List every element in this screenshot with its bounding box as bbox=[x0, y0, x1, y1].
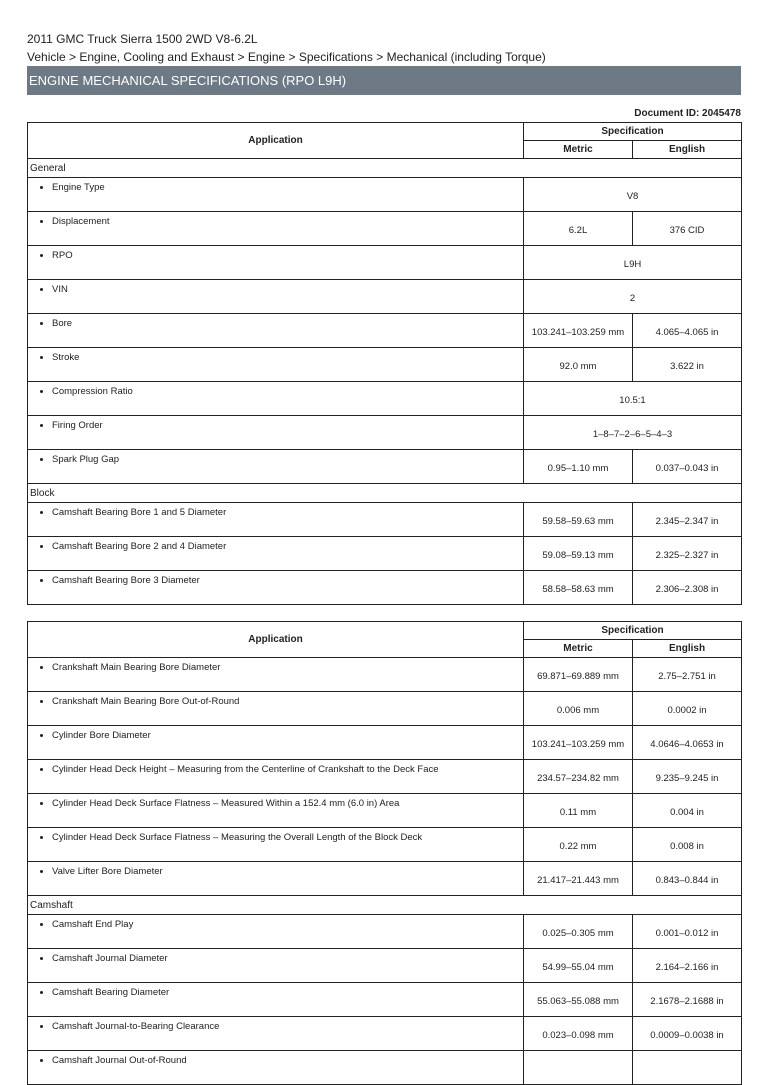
application-cell: Cylinder Head Deck Surface Flatness – Measured Within a 152.4 mm (6.0 in) Area bbox=[28, 794, 524, 828]
application-cell: Camshaft Bearing Bore 1 and 5 Diameter bbox=[28, 503, 524, 537]
english-cell: 2.306–2.308 in bbox=[633, 571, 742, 605]
application-cell: Spark Plug Gap bbox=[28, 450, 524, 484]
table-row bbox=[28, 178, 742, 212]
metric-cell: 6.2L bbox=[524, 212, 633, 246]
metric-cell: 69.871–69.889 mm bbox=[524, 658, 633, 692]
table-row bbox=[28, 280, 742, 314]
section-label: Camshaft bbox=[28, 896, 742, 915]
metric-cell: 58.58–58.63 mm bbox=[524, 571, 633, 605]
application-cell: Camshaft End Play bbox=[28, 915, 524, 949]
english-cell: 2.1678–2.1688 in bbox=[633, 983, 742, 1017]
metric-cell: 0.025–0.305 mm bbox=[524, 915, 633, 949]
application-cell: Bore bbox=[28, 314, 524, 348]
metric-cell: 21.417–21.443 mm bbox=[524, 862, 633, 896]
specification-header: Specification bbox=[524, 123, 742, 141]
table-row bbox=[28, 212, 742, 246]
english-cell: 2.164–2.166 in bbox=[633, 949, 742, 983]
metric-cell: 0.95–1.10 mm bbox=[524, 450, 633, 484]
metric-cell: 0.006 mm bbox=[524, 692, 633, 726]
english-cell bbox=[633, 1051, 742, 1085]
table-row bbox=[28, 1017, 742, 1051]
english-cell: 0.037–0.043 in bbox=[633, 450, 742, 484]
english-cell: 0.0002 in bbox=[633, 692, 742, 726]
application-cell: Camshaft Bearing Bore 3 Diameter bbox=[28, 571, 524, 605]
table-row bbox=[28, 983, 742, 1017]
metric-cell: 59.08–59.13 mm bbox=[524, 537, 633, 571]
application-cell: Cylinder Head Deck Height – Measuring from the Centerline of Crankshaft to the Deck Face bbox=[28, 760, 524, 794]
application-cell: Camshaft Journal-to-Bearing Clearance bbox=[28, 1017, 524, 1051]
table-row bbox=[28, 503, 742, 537]
table-row bbox=[28, 828, 742, 862]
table-row bbox=[28, 726, 742, 760]
table-row bbox=[28, 862, 742, 896]
application-cell: Crankshaft Main Bearing Bore Out-of-Round bbox=[28, 692, 524, 726]
section-row bbox=[28, 484, 742, 503]
metric-cell: 92.0 mm bbox=[524, 348, 633, 382]
metric-header: Metric bbox=[524, 640, 633, 658]
application-cell: Valve Lifter Bore Diameter bbox=[28, 862, 524, 896]
english-cell: 376 CID bbox=[633, 212, 742, 246]
table-row bbox=[28, 314, 742, 348]
metric-cell: 59.58–59.63 mm bbox=[524, 503, 633, 537]
application-cell: Firing Order bbox=[28, 416, 524, 450]
metric-cell: 234.57–234.82 mm bbox=[524, 760, 633, 794]
application-cell: Camshaft Bearing Diameter bbox=[28, 983, 524, 1017]
header-row bbox=[28, 622, 742, 640]
table-row bbox=[28, 692, 742, 726]
english-cell: 4.065–4.065 in bbox=[633, 314, 742, 348]
combined-spec-cell: 1–8–7–2–6–5–4–3 bbox=[524, 416, 742, 450]
table-row bbox=[28, 760, 742, 794]
application-cell: Cylinder Head Deck Surface Flatness – Measuring the Overall Length of the Block Deck bbox=[28, 828, 524, 862]
english-cell: 4.0646–4.0653 in bbox=[633, 726, 742, 760]
breadcrumb[interactable]: Vehicle > Engine, Cooling and Exhaust > Engine > Specifications > Mechanical (including Torque) bbox=[27, 50, 546, 64]
application-cell: Camshaft Journal Diameter bbox=[28, 949, 524, 983]
english-cell: 3.622 in bbox=[633, 348, 742, 382]
table-row bbox=[28, 246, 742, 280]
english-cell: 0.001–0.012 in bbox=[633, 915, 742, 949]
document-title: 2011 GMC Truck Sierra 1500 2WD V8-6.2L bbox=[27, 32, 258, 46]
application-cell: RPO bbox=[28, 246, 524, 280]
application-cell: Camshaft Bearing Bore 2 and 4 Diameter bbox=[28, 537, 524, 571]
section-row bbox=[28, 159, 742, 178]
combined-spec-cell: V8 bbox=[524, 178, 742, 212]
combined-spec-cell: 10.5:1 bbox=[524, 382, 742, 416]
english-cell: 0.004 in bbox=[633, 794, 742, 828]
table-row bbox=[28, 348, 742, 382]
english-cell: 0.843–0.844 in bbox=[633, 862, 742, 896]
application-cell: Stroke bbox=[28, 348, 524, 382]
english-cell: 2.345–2.347 in bbox=[633, 503, 742, 537]
application-cell: VIN bbox=[28, 280, 524, 314]
spec-table-block-camshaft bbox=[27, 621, 742, 1085]
section-label: General bbox=[28, 159, 742, 178]
english-cell: 9.235–9.245 in bbox=[633, 760, 742, 794]
english-cell: 0.008 in bbox=[633, 828, 742, 862]
metric-cell: 0.11 mm bbox=[524, 794, 633, 828]
table-row bbox=[28, 416, 742, 450]
section-row bbox=[28, 896, 742, 915]
application-cell: Displacement bbox=[28, 212, 524, 246]
table-row bbox=[28, 794, 742, 828]
application-cell: Camshaft Journal Out-of-Round bbox=[28, 1051, 524, 1085]
metric-cell: 55.063–55.088 mm bbox=[524, 983, 633, 1017]
header-row bbox=[28, 123, 742, 141]
table-row bbox=[28, 658, 742, 692]
table-row bbox=[28, 1051, 742, 1085]
table-row bbox=[28, 915, 742, 949]
english-cell: 2.75–2.751 in bbox=[633, 658, 742, 692]
table-row bbox=[28, 537, 742, 571]
application-cell: Crankshaft Main Bearing Bore Diameter bbox=[28, 658, 524, 692]
section-label: Block bbox=[28, 484, 742, 503]
metric-header: Metric bbox=[524, 141, 633, 159]
metric-cell: 103.241–103.259 mm bbox=[524, 314, 633, 348]
application-cell: Compression Ratio bbox=[28, 382, 524, 416]
specification-header: Specification bbox=[524, 622, 742, 640]
table-row bbox=[28, 949, 742, 983]
metric-cell: 54.99–55.04 mm bbox=[524, 949, 633, 983]
table-row bbox=[28, 450, 742, 484]
table-row bbox=[28, 571, 742, 605]
english-cell: 2.325–2.327 in bbox=[633, 537, 742, 571]
metric-cell bbox=[524, 1051, 633, 1085]
metric-cell: 103.241–103.259 mm bbox=[524, 726, 633, 760]
english-header: English bbox=[633, 640, 742, 658]
metric-cell: 0.22 mm bbox=[524, 828, 633, 862]
english-header: English bbox=[633, 141, 742, 159]
table-row bbox=[28, 382, 742, 416]
document-id: Document ID: 2045478 bbox=[634, 108, 741, 119]
combined-spec-cell: 2 bbox=[524, 280, 742, 314]
application-cell: Cylinder Bore Diameter bbox=[28, 726, 524, 760]
spec-table-general-block bbox=[27, 122, 742, 605]
section-banner: ENGINE MECHANICAL SPECIFICATIONS (RPO L9H) bbox=[27, 66, 741, 95]
english-cell: 0.0009–0.0038 in bbox=[633, 1017, 742, 1051]
metric-cell: 0.023–0.098 mm bbox=[524, 1017, 633, 1051]
application-cell: Engine Type bbox=[28, 178, 524, 212]
application-header: Application bbox=[28, 123, 524, 159]
combined-spec-cell: L9H bbox=[524, 246, 742, 280]
application-header: Application bbox=[28, 622, 524, 658]
